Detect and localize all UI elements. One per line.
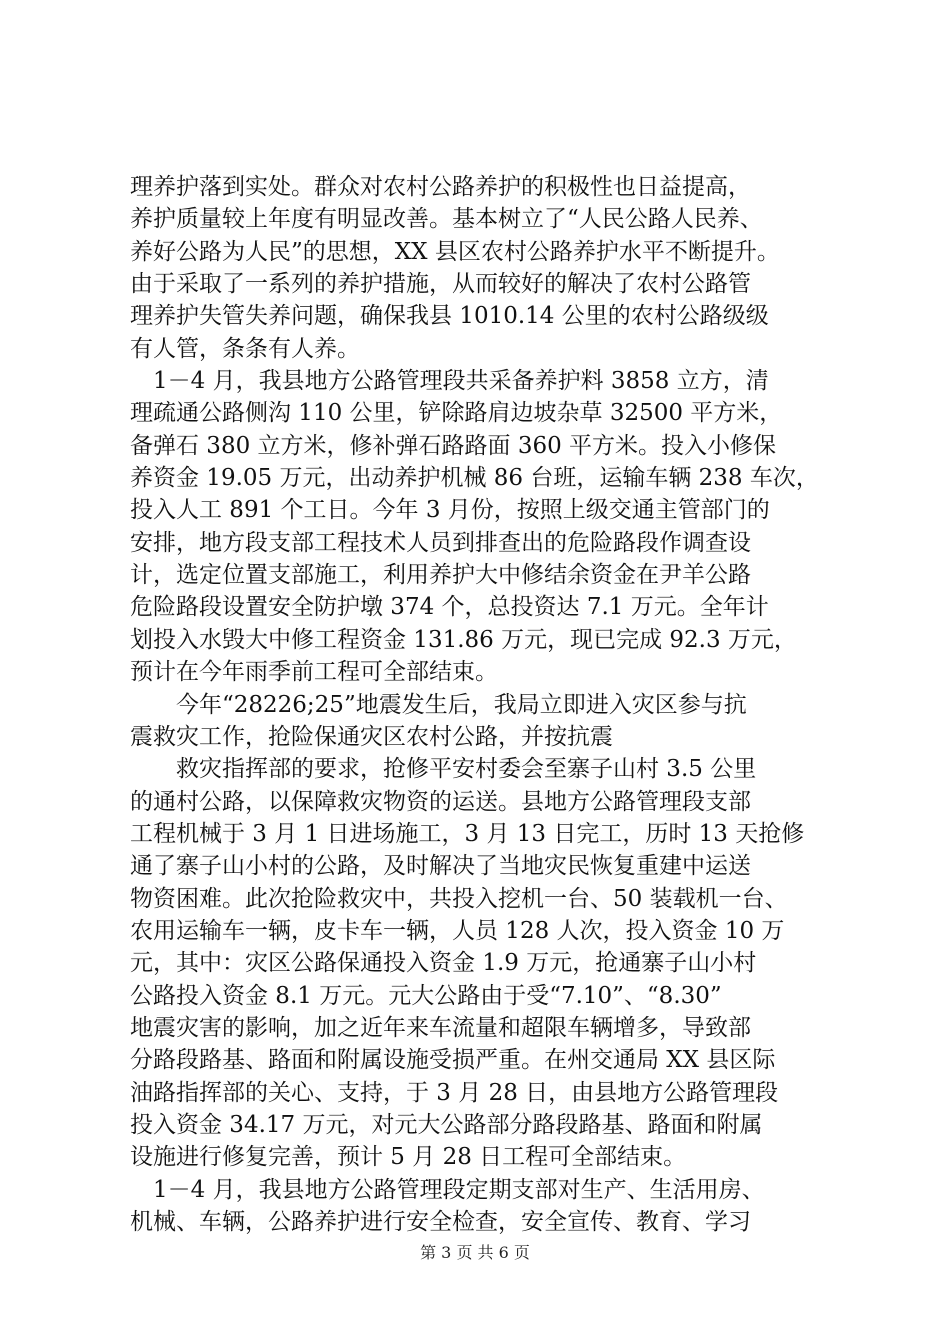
- text-line: 备弹石 380 立方米，修补弹石路路面 360 平方米。投入小修保: [130, 432, 777, 459]
- text-line: 分路段路基、路面和附属设施受损严重。在州交通局 XX 县区际: [130, 1047, 776, 1074]
- text-line: 理养护失管失养问题，确保我县 1010.14 公里的农村公路级级: [130, 303, 769, 330]
- text-line: 通了寨子山小村的公路，及时解决了当地灾民恢复重建中运送: [130, 853, 751, 880]
- text-line: 工程机械于 3 月 1 日进场施工，3 月 13 日完工，历时 13 天抢修: [130, 820, 805, 847]
- page-footer: 第 3 页 共 6 页: [420, 1243, 530, 1262]
- text-line: 农用运输车一辆，皮卡车一辆，人员 128 人次，投入资金 10 万: [130, 917, 785, 944]
- text-line: 投入资金 34.17 万元，对元大公路部分路段路基、路面和附属: [130, 1111, 763, 1138]
- text-line: 公路投入资金 8.1 万元。元大公路由于受“7.10”、“8.30”: [130, 982, 722, 1009]
- text-line: 油路指挥部的关心、支持，于 3 月 28 日，由县地方公路管理段: [130, 1079, 779, 1106]
- text-line: 元，其中：灾区公路保通投入资金 1.9 万元，抢通寨子山小村: [130, 950, 757, 977]
- text-line: 由于采取了一系列的养护措施，从而较好的解决了农村公路管: [130, 271, 751, 298]
- text-line: 地震灾害的影响，加之近年来车流量和超限车辆增多，导致部: [130, 1014, 751, 1041]
- text-line: 投入人工 891 个工日。今年 3 月份，按照上级交通主管部门的: [130, 497, 770, 524]
- text-line: 物资困难。此次抢险救灾中，共投入挖机一台、50 装载机一台、: [130, 885, 788, 912]
- text-line: 养好公路为人民”的思想，XX 县区农村公路养护水平不断提升。: [130, 238, 780, 265]
- text-line: 1－4 月，我县地方公路管理段共采备养护料 3858 立方，清: [130, 368, 769, 395]
- text-line: 理养护落到实处。群众对农村公路养护的积极性也日益提高，: [130, 174, 751, 200]
- text-line: 设施进行修复完善，预计 5 月 28 日工程可全部结束。: [130, 1144, 687, 1171]
- text-line: 机械、车辆，公路养护进行安全检查，安全宣传、教育、学习: [130, 1209, 751, 1235]
- text-line: 1－4 月，我县地方公路管理段定期支部对生产、生活用房、: [130, 1176, 765, 1203]
- text-line: 预计在今年雨季前工程可全部结束。: [130, 659, 498, 686]
- text-line: 有人管，条条有人养。: [130, 335, 360, 362]
- text-line: 计，选定位置支部施工，利用养护大中修结余资金在尹羊公路: [130, 562, 751, 589]
- body-text: [130, 171, 830, 1238]
- text-line: 理疏通公路侧沟 110 公里，铲除路肩边坡杂草 32500 平方米，: [130, 400, 783, 427]
- text-line: 今年“28226;25”地震发生后，我局立即进入灾区参与抗: [130, 691, 747, 718]
- text-line: 危险路段设置安全防护墩 374 个，总投资达 7.1 万元。全年计: [130, 594, 769, 621]
- text-line: 划投入水毁大中修工程资金 131.86 万元，现已完成 92.3 万元，: [130, 626, 797, 653]
- text-line: 安排，地方段支部工程技术人员到排查出的危险路段作调查设: [130, 529, 751, 556]
- text-line: 救灾指挥部的要求，抢修平安村委会至寨子山村 3.5 公里: [130, 756, 757, 783]
- text-line: 震救灾工作，抢险保通灾区农村公路，并按抗震: [130, 723, 613, 750]
- text-line: 的通村公路，以保障救灾物资的运送。县地方公路管理段支部: [130, 788, 751, 815]
- text-line: 养护质量较上年度有明显改善。基本树立了“人民公路人民养、: [130, 206, 763, 233]
- text-line: 养资金 19.05 万元，出动养护机械 86 台班，运输车辆 238 车次，: [130, 465, 819, 492]
